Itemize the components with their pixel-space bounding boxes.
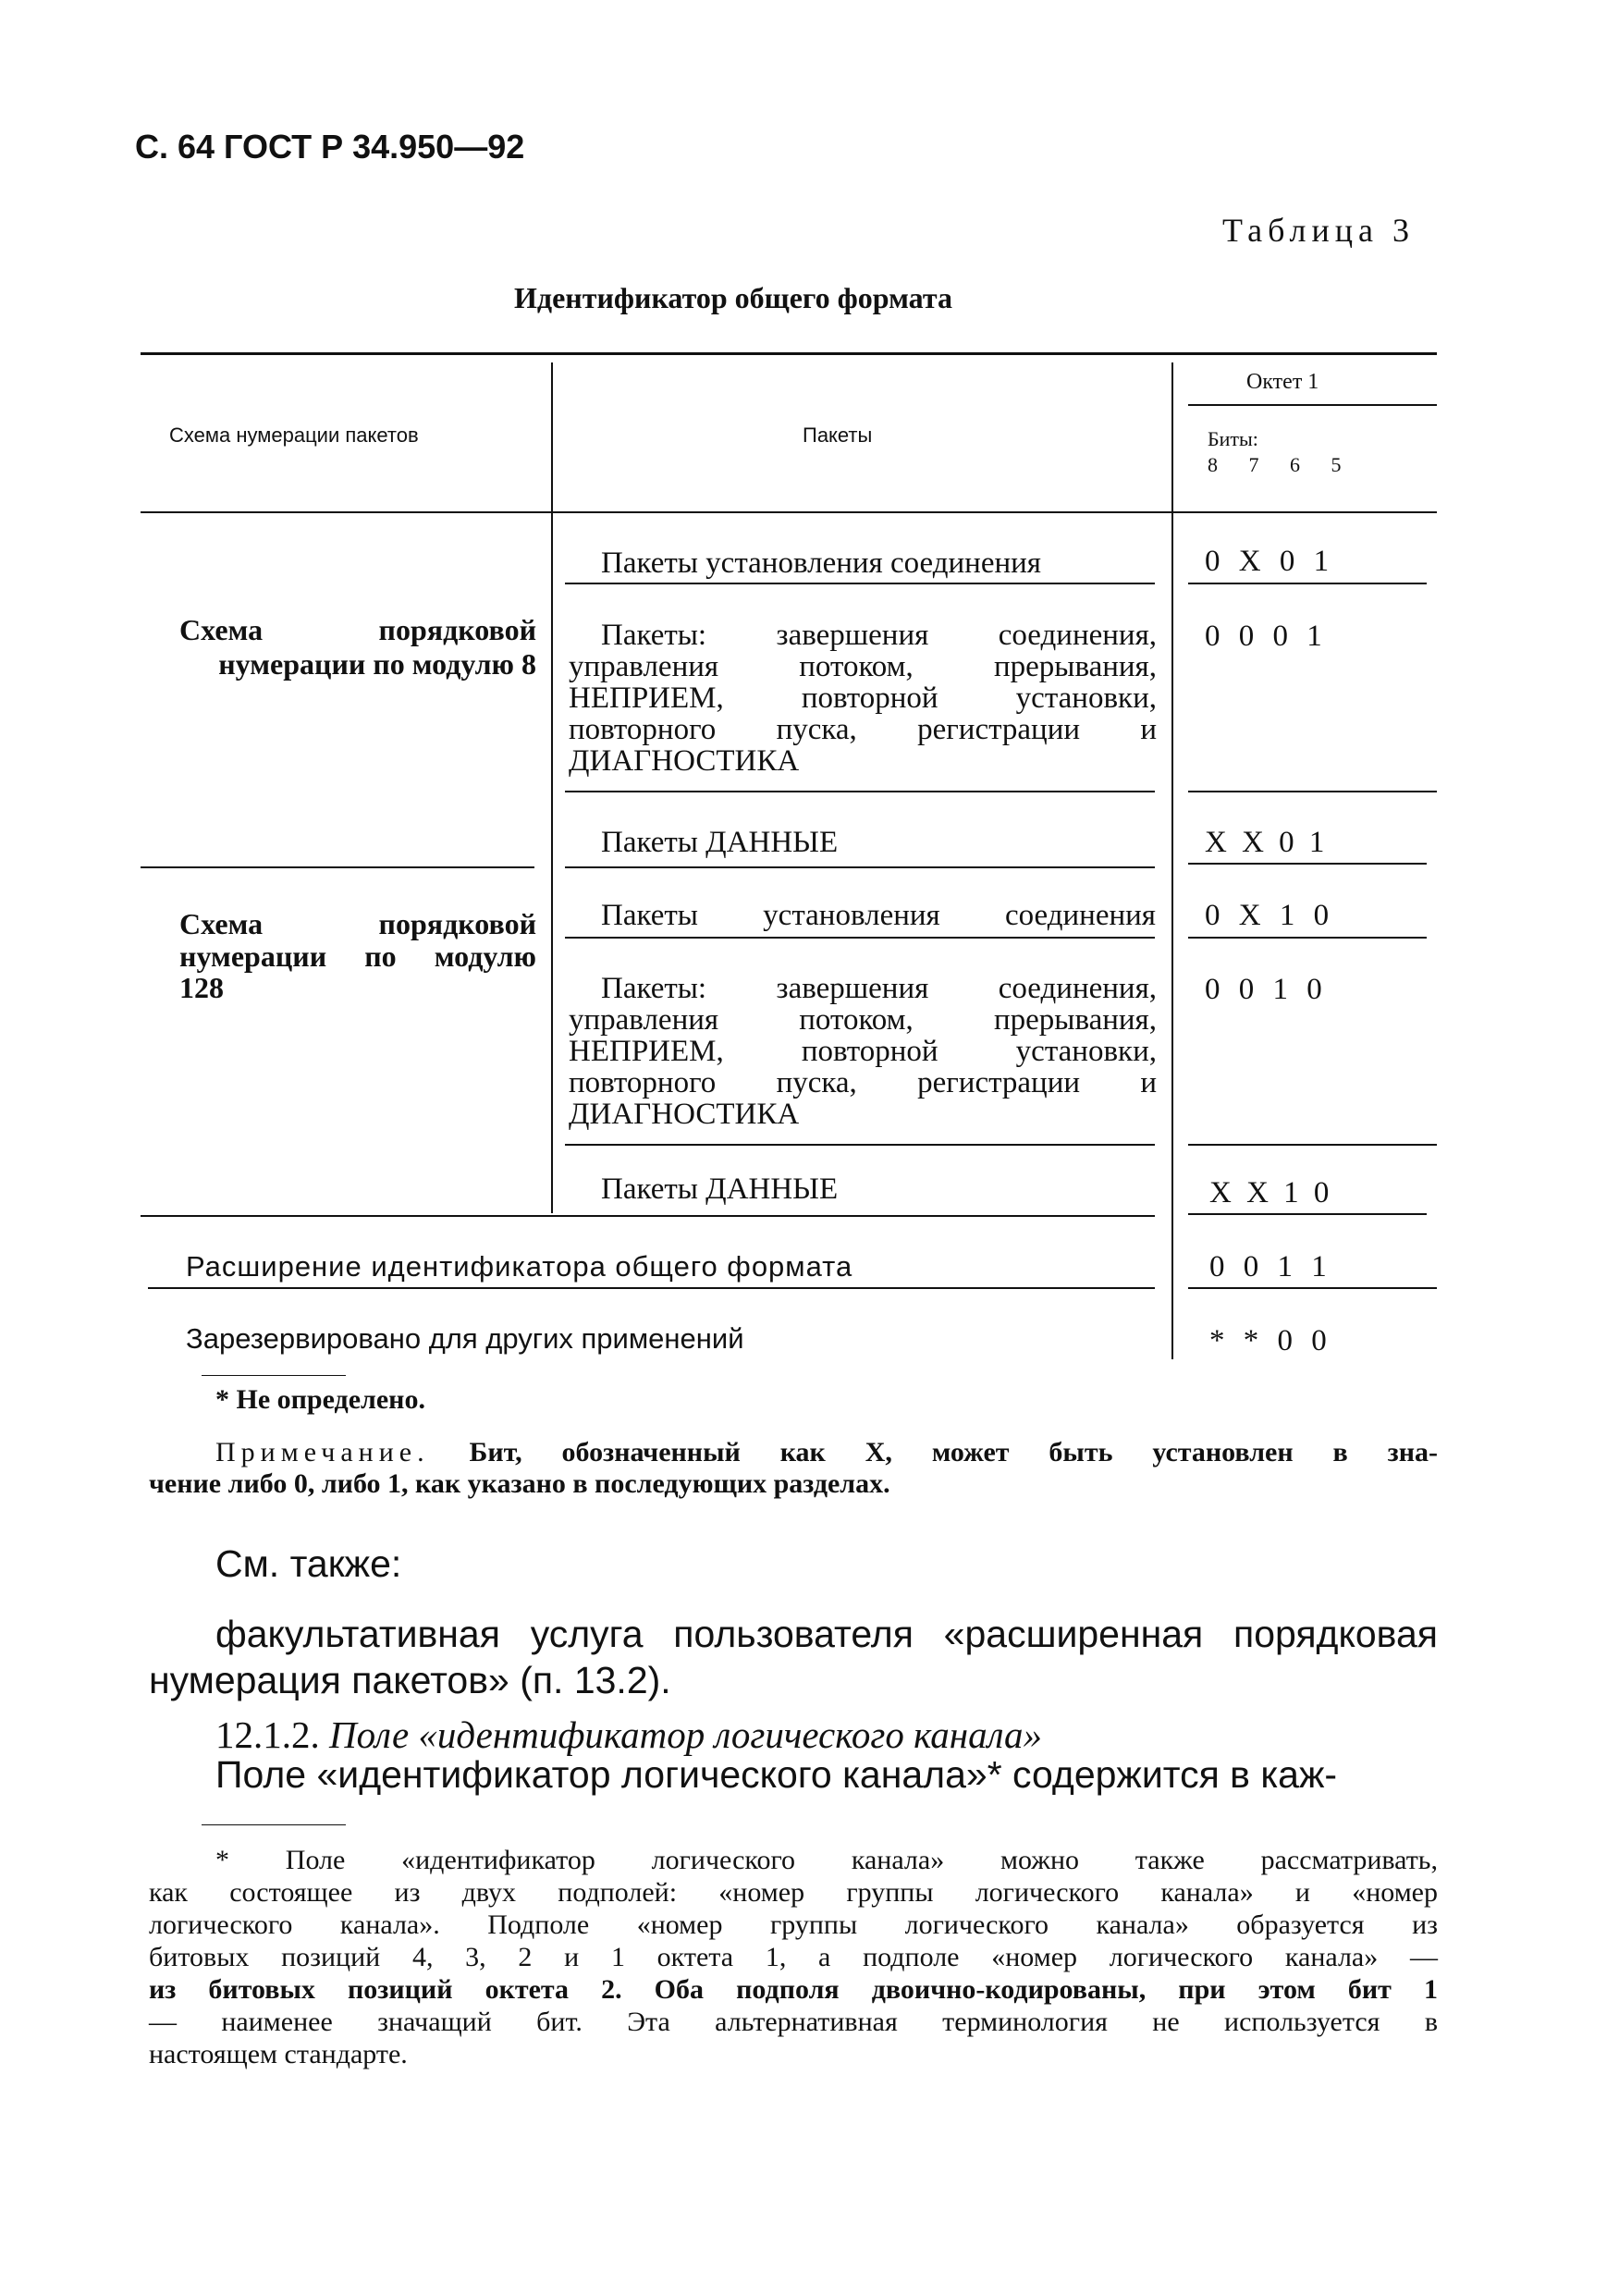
page-footnote-line: битовых позиций 4, 3, 2 и 1 октета 1, а подполе «номер логического канала» — <box>149 1942 1438 1972</box>
page-footnote <box>149 1844 1438 2070</box>
scheme-mod128-line1: Схема порядковой <box>179 907 536 940</box>
packet-clearing-block <box>569 620 1157 777</box>
header-bits: 8 7 6 5 <box>1208 453 1355 476</box>
packet-data: Пакеты ДАННЫЕ <box>601 1173 839 1206</box>
bits-row: 0 0 0 1 <box>1205 620 1328 653</box>
note-text: Бит, обозначенный как X, может быть установлен в зна- <box>469 1437 1439 1467</box>
see-also-line1: факультативная услуга пользователя «расширенная порядковая <box>215 1613 1438 1655</box>
section-heading <box>215 1713 1042 1757</box>
section-body: Поле «идентификатор логического канала»* содержится в каж- <box>215 1753 1338 1796</box>
section-title: Поле «идентификатор логического канала» <box>329 1713 1042 1756</box>
octet-underline <box>1188 404 1437 406</box>
page-footnote-rule <box>202 1824 346 1825</box>
page-footnote-line: — наименее значащий бит. Эта альтернативная терминология не используется в <box>149 2007 1438 2037</box>
row-rule <box>565 791 1155 792</box>
note-block <box>149 1437 1438 1500</box>
note-label: Примечание. <box>215 1437 430 1467</box>
page-footnote-line: настоящем стандарте. <box>149 2039 408 2069</box>
bits-rule <box>1188 583 1427 584</box>
column-divider-1 <box>551 362 553 1213</box>
packet-line: повторного пуска, регистрации и <box>569 1066 1157 1099</box>
scheme-mod128-line3: 128 <box>179 971 224 1004</box>
bits-row: X X 1 0 <box>1209 1176 1333 1209</box>
group-divider <box>141 866 534 868</box>
table-footnote: * Не определено. <box>215 1384 425 1415</box>
page-footnote-line: * Поле «идентификатор логического канала» можно также рассматривать, <box>215 1845 1438 1875</box>
extension-label: Расширение идентификатора общего формата <box>186 1250 853 1283</box>
bits-rule <box>1188 863 1427 865</box>
packet-line: ДИАГНОСТИКА <box>569 744 800 778</box>
table-title: Идентификатор общего формата <box>514 281 952 314</box>
bits-rule <box>1188 1287 1437 1289</box>
scheme-mod8-line2: нумерации по модулю 8 <box>218 647 536 681</box>
row-rule <box>565 1144 1155 1146</box>
packet-line: управления потоком, прерывания, <box>569 1003 1157 1037</box>
bits-rule <box>1188 1213 1427 1215</box>
table-top-rule <box>141 352 1437 355</box>
header-bits-label: Биты: <box>1208 427 1258 450</box>
row-rule <box>565 937 1155 939</box>
running-head: С. 64 ГОСТ Р 34.950—92 <box>135 128 525 166</box>
bits-row: 0 X 0 1 <box>1205 545 1335 578</box>
extension-rule <box>148 1287 1155 1289</box>
header-bottom-rule <box>141 511 1437 513</box>
packet-line: НЕПРИЕМ, повторной установки, <box>569 681 1157 715</box>
page-footnote-line: как состоящее из двух подполей: «номер группы логического канала» и «номер <box>149 1877 1438 1908</box>
extension-bits: 0 0 1 1 <box>1209 1250 1332 1283</box>
header-scheme: Схема нумерации пакетов <box>169 424 419 447</box>
note-line2: чение либо 0, либо 1, как указано в последующих разделах. <box>149 1468 890 1499</box>
packet-call-setup: Пакеты установления соединения <box>601 546 1041 580</box>
table-number: Таблица 3 <box>1222 212 1415 249</box>
bits-row: 0 X 1 0 <box>1205 899 1335 932</box>
reserved-label: Зарезервировано для других применений <box>186 1322 744 1355</box>
page-footnote-line: из битовых позиций октета 2. Оба подполя двоично-кодированы, при этом бит 1 <box>149 1974 1438 2005</box>
packet-clearing-block <box>569 973 1157 1130</box>
packet-line: Пакеты: завершения соединения, <box>601 972 1157 1005</box>
scheme-mod128-line2: нумерации по модулю <box>179 939 536 973</box>
page-footnote-line: логического канала». Подполе «номер группы логического канала» образуется из <box>149 1909 1438 1940</box>
row-rule <box>565 583 1155 584</box>
groups-bottom-rule <box>141 1215 1155 1217</box>
scheme-mod8-line1: Схема порядковой <box>179 613 536 646</box>
bits-rule <box>1188 937 1427 939</box>
see-also-line2: нумерация пакетов» (п. 13.2). <box>149 1659 671 1701</box>
packet-line: повторного пуска, регистрации и <box>569 713 1157 746</box>
header-octet: Октет 1 <box>1246 370 1319 394</box>
bits-rule <box>1188 791 1437 792</box>
packet-line: управления потоком, прерывания, <box>569 650 1157 683</box>
packet-data: Пакеты ДАННЫЕ <box>601 826 839 859</box>
see-also-block <box>149 1611 1438 1703</box>
footnote-rule <box>202 1375 346 1376</box>
packet-line: Пакеты: завершения соединения, <box>601 619 1157 652</box>
bits-row: 0 0 1 0 <box>1205 973 1328 1006</box>
see-also-title: См. также: <box>215 1542 402 1585</box>
note-line1 <box>149 1437 1438 1468</box>
bits-row: X X 0 1 <box>1205 826 1329 859</box>
bits-rule <box>1188 1144 1437 1146</box>
header-packets: Пакеты <box>803 424 873 447</box>
row-rule <box>565 866 1155 868</box>
packet-line: ДИАГНОСТИКА <box>569 1098 800 1131</box>
reserved-bits: * * 0 0 <box>1209 1324 1332 1357</box>
packet-call-setup: Пакеты установления соединения <box>601 899 1156 932</box>
packet-line: НЕПРИЕМ, повторной установки, <box>569 1035 1157 1068</box>
section-number: 12.1.2. <box>215 1713 320 1756</box>
